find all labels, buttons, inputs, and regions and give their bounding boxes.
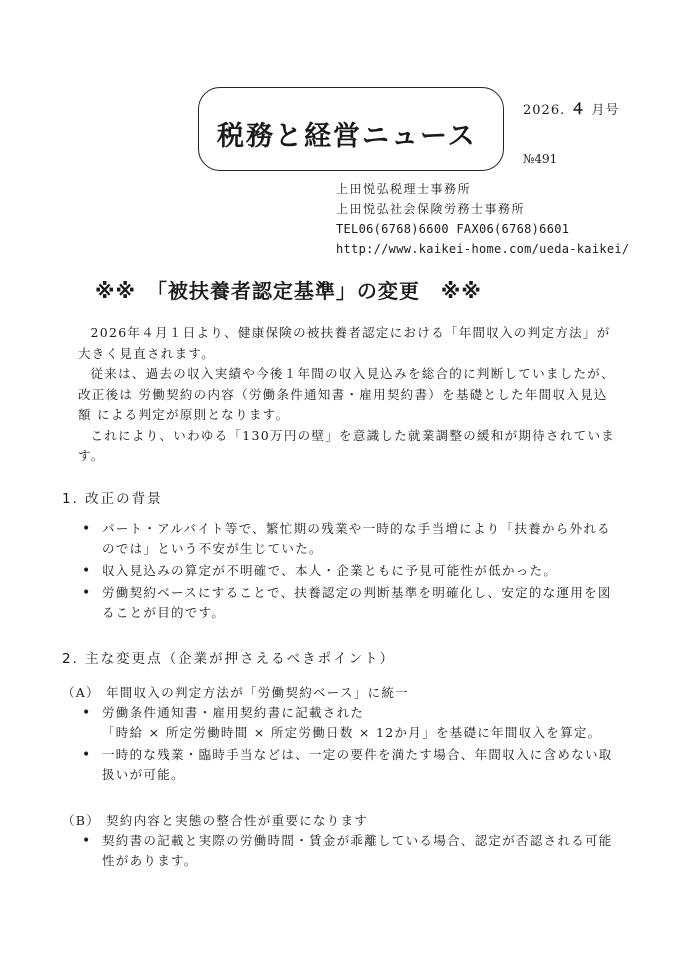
office-info xyxy=(336,179,629,259)
issue-number: №491 xyxy=(523,152,558,166)
list-item: • 収入見込みの算定が不明確で、本人・企業ともに予見可能性が低かった。 xyxy=(80,561,620,581)
intro-paragraph: これにより、いわゆる「130万円の壁」を意識した就業調整の緩和が期待されています。 xyxy=(78,427,616,463)
subsection-a-heading xyxy=(62,683,409,701)
subsection-a-title: 年間収入の判定方法が「労働契約ベース」に統一 xyxy=(106,685,409,700)
section2-heading: 2. 主な変更点（企業が押さえるべきポイント） xyxy=(62,651,396,667)
subsection-b-mark: （B） xyxy=(62,813,101,828)
office-tax: 上田悦弘税理士事務所 xyxy=(336,182,472,196)
list-item: • 契約書の記載と実際の労働時間・賃金が乖離している場合、認定が否認される可能性があります。 xyxy=(80,831,620,871)
list-item xyxy=(80,703,620,743)
subsection-a-list xyxy=(80,703,620,787)
section1-heading: 1. 改正の背景 xyxy=(62,491,163,507)
article-headline: ※※ 「被扶養者認定基準」の変更 ※※ xyxy=(95,279,482,303)
office-phone: TEL06(6768)6600 FAX06(6768)6601 xyxy=(336,222,570,236)
office-labor: 上田悦弘社会保険労務士事務所 xyxy=(336,202,526,216)
subsection-b-title: 契約内容と実態の整合性が重要になります xyxy=(106,813,369,828)
subsection-a-mark: （A） xyxy=(62,685,100,700)
intro-paragraph: 2026年４月１日より、健康保険の被扶養者認定における「年間収入の判定方法」が大きく見直されます。 xyxy=(78,325,611,361)
section1-list xyxy=(80,519,620,625)
intro-text xyxy=(78,323,618,467)
office-url[interactable]: http://www.kaikei-home.com/ueda-kaikei/ xyxy=(336,242,630,256)
subsection-b-list xyxy=(80,831,620,873)
list-item: • パート・アルバイト等で、繁忙期の残業や一時的な手当増により「扶養から外れるのでは」という不安が生じていた。 xyxy=(80,519,620,559)
issue-month: ４ xyxy=(570,100,587,118)
issue-date xyxy=(523,98,620,119)
intro-paragraph: 従来は、過去の収入実績や今後１年間の収入見込みを総合的に判断していましたが、改正後は 労働契約の内容（労働条件通知書・雇用契約書）を基礎とした年間収入見込額 による判定が原則となります。 xyxy=(78,366,615,422)
subsection-b-heading xyxy=(62,811,368,829)
issue-year: 2026. xyxy=(523,103,566,118)
issue-suffix: 月号 xyxy=(591,103,620,118)
newsletter-title: 税務と経営ニュース xyxy=(217,121,477,152)
list-item: • 労働契約ベースにすることで、扶養認定の判断基準を明確化し、安定的な運用を図ることが目的です。 xyxy=(80,583,620,623)
list-item-text: 「時給 × 所定労働時間 × 所定労働日数 × 12か月」を基礎に年間収入を算定。 xyxy=(102,725,602,740)
newsletter-title-box xyxy=(198,87,504,171)
list-item-text: 労働条件通知書・雇用契約書に記載された xyxy=(102,705,365,720)
list-item: • 一時的な残業・臨時手当などは、一定の要件を満たす場合、年間収入に含めない取扱いが可能。 xyxy=(80,745,620,785)
